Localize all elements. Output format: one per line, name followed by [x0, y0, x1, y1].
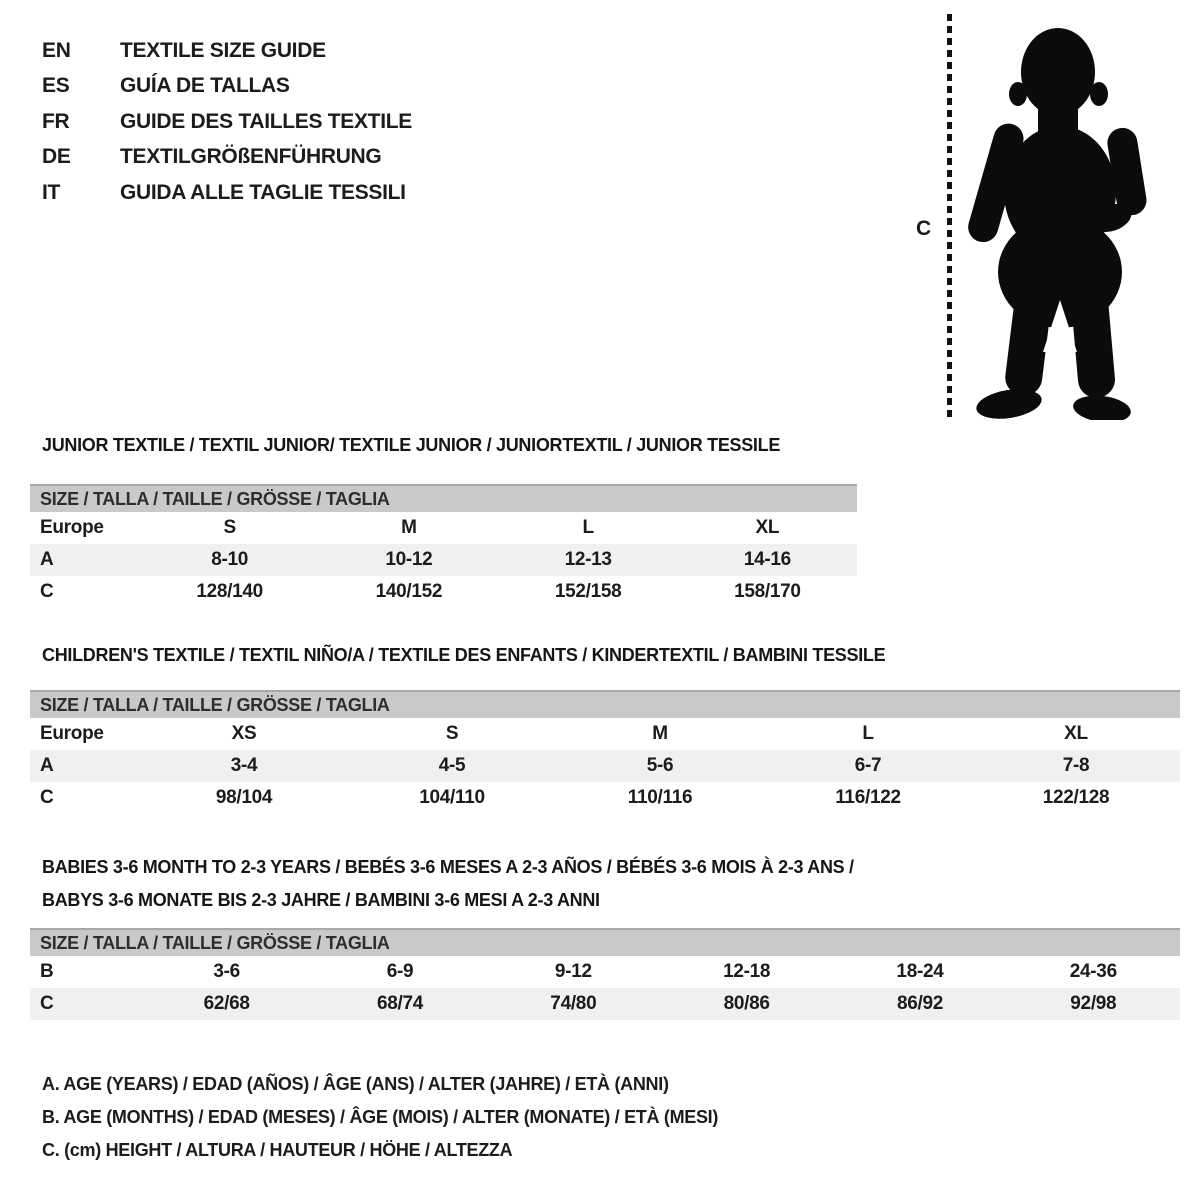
row-label: B	[40, 961, 54, 982]
size-header-bar: SIZE / TALLA / TAILLE / GRÖSSE / TAGLIA	[30, 690, 1180, 718]
height-cell: 92/98	[1070, 993, 1117, 1014]
babies-size-table	[30, 928, 1180, 1020]
section-title-children: CHILDREN'S TEXTILE / TEXTIL NIÑO/A / TEXTILE DES ENFANTS / KINDERTEXTIL / BAMBINI TESSILE	[42, 645, 886, 665]
section-title-babies-line1: BABIES 3-6 MONTH TO 2-3 YEARS / BEBÉS 3-6 MESES A 2-3 AÑOS / BÉBÉS 3-6 MOIS À 2-3 ANS /	[42, 857, 854, 877]
height-cell: 110/116	[627, 787, 693, 808]
height-cell: 68/74	[376, 993, 424, 1014]
months-cell: 24-36	[1069, 961, 1117, 982]
age-cell: 6-7	[854, 755, 882, 776]
height-cell: 128/140	[196, 581, 263, 602]
row-label: C	[40, 787, 54, 808]
months-cell: 9-12	[554, 961, 592, 982]
size-cell: S	[445, 723, 459, 744]
table-row-age	[30, 544, 857, 576]
size-header-bar: SIZE / TALLA / TAILLE / GRÖSSE / TAGLIA	[30, 928, 1180, 956]
age-cell: 10-12	[385, 549, 433, 570]
height-cell: 158/170	[734, 581, 801, 602]
height-dashed-line	[947, 14, 952, 418]
months-cell: 6-9	[386, 961, 414, 982]
table-row-europe	[30, 718, 1180, 750]
row-label: C	[40, 993, 54, 1014]
guide-title: GUIDE DES TAILLES TEXTILE	[120, 109, 412, 133]
size-cell: XL	[1064, 723, 1088, 744]
table-row-height	[30, 782, 1180, 814]
height-cell: 98/104	[215, 787, 273, 808]
height-label-c: C	[916, 217, 932, 240]
language-code: DE	[42, 145, 71, 169]
language-code: IT	[42, 180, 61, 204]
size-cell: XS	[231, 723, 257, 744]
language-row	[42, 175, 412, 211]
row-label: A	[40, 755, 54, 776]
size-cell: M	[401, 517, 417, 538]
months-cell: 3-6	[213, 961, 240, 982]
size-cell: M	[652, 723, 668, 744]
height-cell: 116/122	[835, 787, 901, 808]
guide-title: GUIDA ALLE TAGLIE TESSILI	[120, 180, 406, 204]
children-size-table	[30, 690, 1180, 814]
size-cell: L	[582, 517, 594, 538]
size-header-bar: SIZE / TALLA / TAILLE / GRÖSSE / TAGLIA	[30, 484, 857, 512]
junior-size-table	[30, 484, 857, 608]
toddler-silhouette-icon	[960, 20, 1160, 420]
table-row-months	[30, 956, 1180, 988]
table-row-height	[30, 988, 1180, 1020]
height-cell: 80/86	[723, 993, 770, 1014]
table-row-age	[30, 750, 1180, 782]
months-cell: 18-24	[896, 961, 944, 982]
size-cell: S	[223, 517, 236, 538]
age-cell: 5-6	[646, 755, 674, 776]
height-cell: 86/92	[896, 993, 943, 1014]
size-cell: L	[862, 723, 874, 744]
language-code: EN	[42, 38, 71, 62]
table-row-europe	[30, 512, 857, 544]
language-row	[42, 69, 412, 105]
age-cell: 7-8	[1062, 755, 1090, 776]
legend-age-months: B. AGE (MONTHS) / EDAD (MESES) / ÂGE (MOIS) / ALTER (MONATE) / ETÀ (MESI)	[42, 1107, 719, 1127]
height-cell: 74/80	[550, 993, 597, 1014]
row-label: Europe	[40, 723, 104, 744]
language-code: FR	[42, 109, 70, 133]
language-row	[42, 33, 412, 69]
height-cell: 140/152	[375, 581, 443, 602]
age-cell: 12-13	[564, 549, 612, 570]
language-row	[42, 140, 412, 176]
row-label: Europe	[40, 517, 104, 538]
age-cell: 14-16	[743, 549, 791, 570]
section-title-babies	[42, 851, 854, 917]
guide-title: TEXTILGRÖßENFÜHRUNG	[120, 145, 382, 169]
height-cell: 152/158	[554, 581, 622, 602]
row-label: A	[40, 549, 54, 570]
height-cell: 122/128	[1042, 787, 1110, 808]
section-title-babies-line2: BABYS 3-6 MONATE BIS 2-3 JAHRE / BAMBINI 3-6 MESI A 2-3 ANNI	[42, 890, 600, 910]
months-cell: 12-18	[723, 961, 771, 982]
language-row	[42, 104, 412, 140]
language-title-block	[42, 33, 412, 211]
age-cell: 3-4	[230, 755, 258, 776]
legend-age-years: A. AGE (YEARS) / EDAD (AÑOS) / ÂGE (ANS) / ALTER (JAHRE) / ETÀ (ANNI)	[42, 1074, 669, 1094]
legend-height-cm: C. (cm) HEIGHT / ALTURA / HAUTEUR / HÖHE / ALTEZZA	[42, 1140, 513, 1160]
section-title-junior: JUNIOR TEXTILE / TEXTIL JUNIOR/ TEXTILE JUNIOR / JUNIORTEXTIL / JUNIOR TESSILE	[42, 435, 781, 455]
age-cell: 8-10	[211, 549, 249, 570]
size-cell: XL	[755, 517, 780, 538]
guide-title: TEXTILE SIZE GUIDE	[120, 38, 326, 62]
height-cell: 62/68	[203, 993, 250, 1014]
guide-title: GUÍA DE TALLAS	[120, 74, 290, 98]
height-cell: 104/110	[419, 787, 485, 808]
legend-block	[42, 1068, 718, 1167]
language-code: ES	[42, 74, 70, 98]
table-row-height	[30, 576, 857, 608]
row-label: C	[40, 581, 54, 602]
age-cell: 4-5	[438, 755, 466, 776]
